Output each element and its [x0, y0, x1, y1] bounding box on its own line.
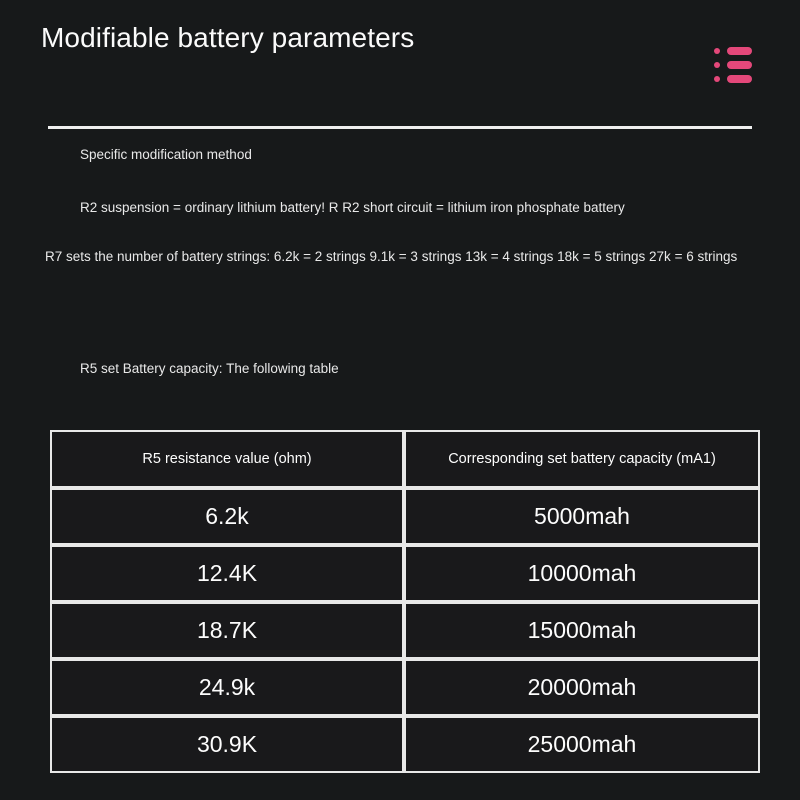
table-header — [50, 430, 760, 488]
table-header-row — [50, 430, 760, 488]
table-row — [50, 716, 760, 773]
header-divider — [48, 126, 752, 129]
cell-resistance: 30.9K — [50, 716, 404, 773]
page-header — [0, 0, 800, 110]
list-icon-row — [714, 47, 756, 55]
table-row — [50, 602, 760, 659]
cell-capacity: 5000mah — [404, 488, 760, 545]
list-bullet-dot-icon — [714, 76, 720, 82]
list-bullet-dot-icon — [714, 62, 720, 68]
list-bullet-dot-icon — [714, 48, 720, 54]
column-header-capacity: Corresponding set battery capacity (mA1) — [404, 430, 760, 488]
table-row — [50, 545, 760, 602]
list-icon-row — [714, 61, 756, 69]
cell-resistance: 6.2k — [50, 488, 404, 545]
cell-capacity: 25000mah — [404, 716, 760, 773]
cell-capacity: 20000mah — [404, 659, 760, 716]
paragraph-specific-modification-method: Specific modification method — [80, 147, 252, 162]
cell-resistance: 18.7K — [50, 602, 404, 659]
list-bar-icon — [727, 61, 752, 69]
cell-capacity: 15000mah — [404, 602, 760, 659]
table-row — [50, 488, 760, 545]
list-bar-icon — [727, 47, 752, 55]
battery-capacity-table — [50, 430, 760, 773]
page-title: Modifiable battery parameters — [41, 22, 415, 53]
list-bar-icon — [727, 75, 752, 83]
table-body — [50, 488, 760, 773]
cell-resistance: 24.9k — [50, 659, 404, 716]
cell-resistance: 12.4K — [50, 545, 404, 602]
list-icon-row — [714, 75, 756, 83]
column-header-resistance: R5 resistance value (ohm) — [50, 430, 404, 488]
list-icon[interactable] — [714, 47, 756, 83]
paragraph-r7-battery-strings: R7 sets the number of battery strings: 6.2k = 2 strings 9.1k = 3 strings 13k = 4 strings 18k = 5 strings 27k = 6 strings — [45, 249, 738, 264]
table-row — [50, 659, 760, 716]
paragraph-r2-suspension: R2 suspension = ordinary lithium battery! R R2 short circuit = lithium iron phosphate battery — [80, 200, 625, 215]
paragraph-r5-battery-capacity: R5 set Battery capacity: The following table — [80, 361, 339, 376]
cell-capacity: 10000mah — [404, 545, 760, 602]
